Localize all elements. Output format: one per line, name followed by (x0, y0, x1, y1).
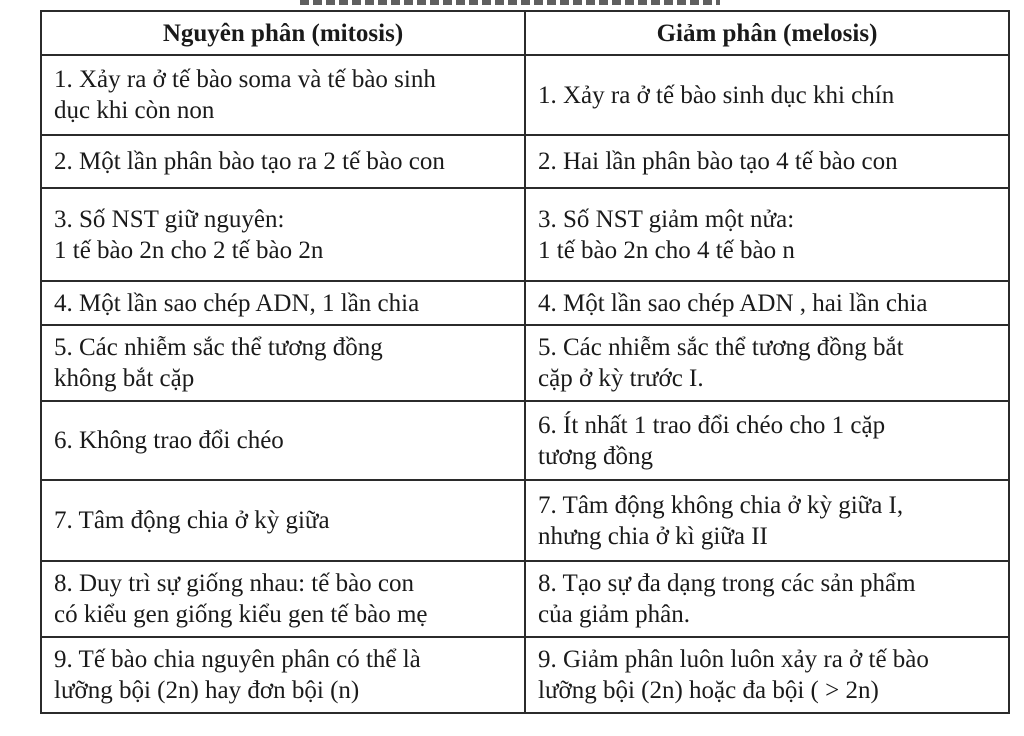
cell-text: 1. Xảy ra ở tế bào sinh dục khi chín (538, 81, 895, 109)
mitosis-cell (41, 401, 525, 480)
mitosis-cell (41, 55, 525, 135)
cell-text: 3. Số NST giảm một nửa: 1 tế bào 2n cho 4 tế bào n (538, 205, 795, 264)
header-meiosis: Giảm phân (melosis) (525, 11, 1009, 55)
meiosis-cell (525, 401, 1009, 480)
table-row (41, 135, 1009, 188)
mitosis-cell (41, 325, 525, 401)
cell-text: 1. Xảy ra ở tế bào soma và tế bào sinh dục khi còn non (54, 66, 436, 124)
cell-text: 9. Giảm phân luôn luôn xảy ra ở tế bào lưỡng bội (2n) hoặc đa bội ( > 2n) (538, 646, 929, 704)
meiosis-cell (525, 561, 1009, 637)
cell-text: 7. Tâm động không chia ở kỳ giữa I, nhưng chia ở kì giữa II (538, 491, 904, 550)
cell-text: 4. Một lần sao chép ADN , hai lần chia (538, 289, 928, 317)
mitosis-cell (41, 480, 525, 561)
table-row (41, 188, 1009, 281)
cell-text: 8. Tạo sự đa dạng trong các sản phẩm của giảm phân. (538, 570, 916, 628)
table-row (41, 55, 1009, 135)
table-row (41, 281, 1009, 325)
cell-text: 5. Các nhiễm sắc thể tương đồng không bắt cặp (54, 334, 383, 392)
cell-text: 2. Một lần phân bào tạo ra 2 tế bào con (54, 148, 445, 175)
mitosis-cell (41, 135, 525, 188)
meiosis-cell (525, 55, 1009, 135)
header-mitosis: Nguyên phân (mitosis) (41, 11, 525, 55)
cell-text: 4. Một lần sao chép ADN, 1 lần chia (54, 289, 420, 317)
meiosis-cell (525, 135, 1009, 188)
cell-text: 5. Các nhiễm sắc thể tương đồng bắt cặp ở kỳ trước I. (538, 334, 904, 392)
meiosis-cell (525, 325, 1009, 401)
cell-text: 3. Số NST giữ nguyên: 1 tế bào 2n cho 2 tế bào 2n (54, 205, 324, 264)
cell-text: 6. Không trao đổi chéo (54, 427, 284, 454)
table-row (41, 401, 1009, 480)
meiosis-cell (525, 637, 1009, 713)
mitosis-cell (41, 561, 525, 637)
comparison-table (40, 10, 1010, 714)
table-header-row (41, 11, 1009, 55)
table-row (41, 561, 1009, 637)
mitosis-cell (41, 281, 525, 325)
cell-text: 6. Ít nhất 1 trao đổi chéo cho 1 cặp tương đồng (538, 411, 886, 470)
cell-text: 2. Hai lần phân bào tạo 4 tế bào con (538, 148, 898, 175)
cell-text: 7. Tâm động chia ở kỳ giữa (54, 507, 330, 534)
table-row (41, 325, 1009, 401)
table-row (41, 480, 1009, 561)
meiosis-cell (525, 480, 1009, 561)
table-row (41, 637, 1009, 713)
cropped-caption-fragment (0, 0, 1024, 8)
cell-text: 9. Tế bào chia nguyên phân có thể là lưỡng bội (2n) hay đơn bội (n) (54, 646, 421, 704)
meiosis-cell (525, 281, 1009, 325)
cell-text: 8. Duy trì sự giống nhau: tế bào con có kiểu gen giống kiểu gen tế bào mẹ (54, 570, 428, 628)
mitosis-cell (41, 637, 525, 713)
meiosis-cell (525, 188, 1009, 281)
mitosis-cell (41, 188, 525, 281)
